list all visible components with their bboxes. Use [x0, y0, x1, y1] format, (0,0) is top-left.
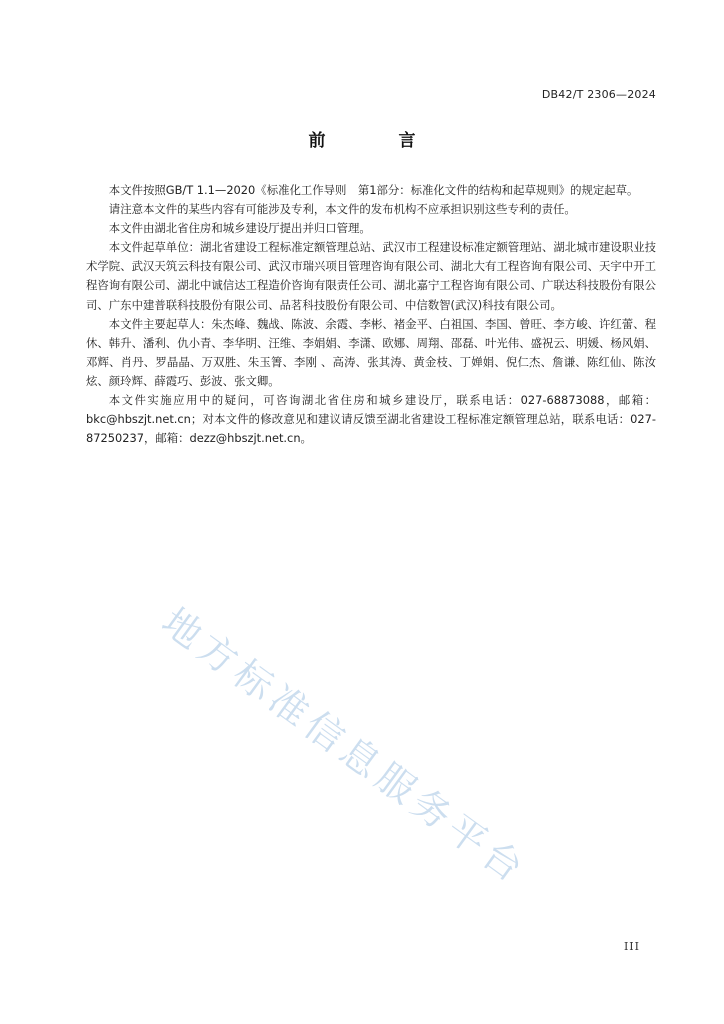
- page-title: 前 言: [308, 131, 444, 151]
- paragraph-contact: 本文件实施应用中的疑问，可咨询湖北省住房和城乡建设厅，联系电话：027-68873088，邮箱：bkc@hbszjt.net.cn；对本文件的修改意见和建议请反馈至湖北省建设工程标准定额管理总站，联系电话：027-87250237，邮箱：dezz@hbszjt.net.cn。: [86, 393, 656, 446]
- document-code: DB42/T 2306—2024: [541, 88, 656, 101]
- watermark: 地方标准信息服务平台: [153, 599, 536, 894]
- paragraph-proposer: 本文件由湖北省住房和城乡建设厅提出并归口管理。: [108, 221, 371, 236]
- paragraph-drafters: 本文件主要起草人：朱杰峰、魏战、陈波、余霞、李彬、褚金平、白祖国、李国、曾旺、李方峻、许红蕾、程休、韩升、潘利、仇小青、李华明、汪维、李娟娟、李潇、欧娜、周翔、邵磊、叶光伟、盛祝云、明媛、杨风娟、邓辉、肖丹、罗晶晶、万双胜、朱玉箐、李刚 、高涛、张其涛、黄金枝、丁婵娟、倪仁杰、詹谦、陈红仙、陈汝炫、颜玲辉、薛霞巧、彭波、张文卿。: [86, 316, 656, 388]
- paragraph-patent-notice: 请注意本文件的某些内容有可能涉及专利，本文件的发布机构不应承担识别这些专利的责任。: [108, 202, 576, 217]
- paragraph-drafting-rule: 本文件按照GB/T 1.1—2020《标准化工作导则 第1部分：标准化文件的结构和起草规则》的规定起草。: [108, 183, 639, 197]
- page-number: III: [623, 940, 640, 953]
- foreword-body: [86, 181, 656, 448]
- paragraph-drafting-units: 本文件起草单位：湖北省建设工程标准定额管理总站、武汉市工程建设标准定额管理站、湖北城市建设职业技术学院、武汉天筑云科技有限公司、武汉市瑞兴项目管理咨询有限公司、湖北大有工程咨询有限公司、天宇中开工程咨询有限公司、湖北中诚信达工程造价咨询有限责任公司、湖北嘉宁工程咨询有限公司、广联达科技股份有限公司、广东中建普联科技股份有限公司、品茗科技股份有限公司、中信数智(武汉)科技有限公司。: [86, 240, 656, 312]
